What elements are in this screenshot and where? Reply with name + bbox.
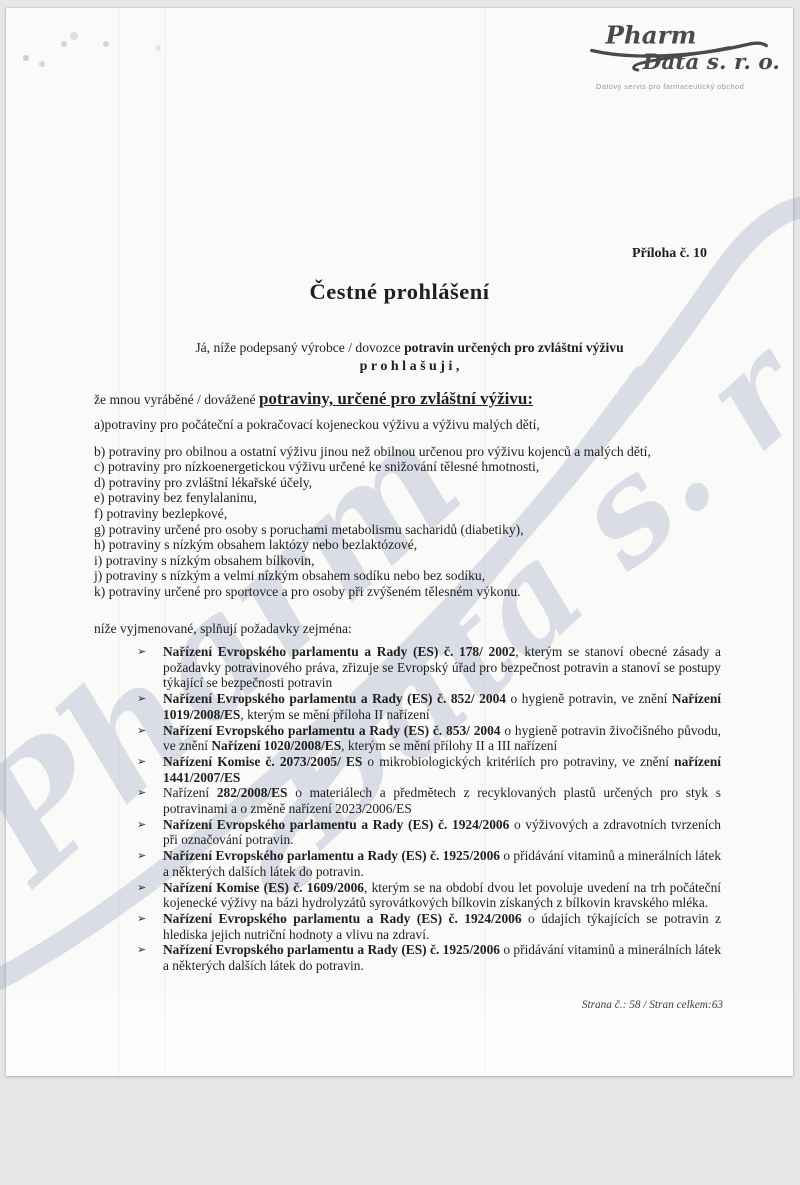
regulation-item bbox=[137, 785, 721, 816]
regulation-text: Nařízení Evropského parlamentu a Rady (ES) č. 1925/2006 o přidávání vitaminů a minerálních látek a některých dalších látek do potravin. bbox=[163, 942, 722, 974]
bullet-arrow-icon: ➢ bbox=[137, 692, 147, 706]
regulation-text: Nařízení Komise č. 2073/2005/ ES o mikrobiologických kritériích pro potraviny, ve znění nařízení 1441/2007/ES bbox=[163, 753, 721, 785]
bullet-arrow-icon: ➢ bbox=[137, 817, 147, 831]
food-list-item: f) potraviny bezlepkové, bbox=[94, 505, 228, 521]
bullet-arrow-icon: ➢ bbox=[137, 754, 147, 768]
lead-sentence bbox=[94, 389, 723, 409]
regulation-text: Nařízení Evropského parlamentu a Rady (ES) č. 853/ 2004 o hygieně potravin živočišného původu, ve znění Nařízení 1020/2008/ES, kterým se mění přílohy II a III nařízení bbox=[163, 722, 721, 754]
regulation-item bbox=[137, 691, 721, 722]
bullet-arrow-icon: ➢ bbox=[137, 645, 147, 658]
food-list-item: a)potraviny pro počáteční a pokračovací kojeneckou výživu a výživu malých dětí, bbox=[94, 417, 540, 432]
bullet-arrow-icon: ➢ bbox=[137, 849, 147, 863]
annex-label: Příloha č. 10 bbox=[631, 246, 707, 261]
regulation-text: Nařízení Komise (ES) č. 1609/2006, kterým se na období dvou let povoluje uvedení na trh počáteční kojenecké výživy na bázi hydrolyzátů syrovátkových bílkovin získaných z bílkovin kravského mléka. bbox=[163, 879, 721, 911]
bullet-arrow-icon: ➢ bbox=[137, 786, 147, 800]
pharmdata-logo bbox=[582, 20, 778, 91]
regulation-item bbox=[137, 848, 721, 879]
regulation-item bbox=[137, 942, 721, 973]
bullet-arrow-icon: ➢ bbox=[137, 723, 147, 737]
page-title: Čestné prohlášení bbox=[309, 279, 490, 304]
regulation-item bbox=[137, 880, 721, 911]
food-list-item: i) potraviny s nízkým obsahem bílkovin, bbox=[94, 552, 315, 568]
food-list-item: k) potraviny určené pro sportovce a pro osoby při zvýšeném tělesném výkonu. bbox=[94, 583, 521, 599]
food-list-item: c) potraviny pro nízkoenergetickou výživu určené ke snižování tělesné hmotnosti, bbox=[94, 459, 540, 475]
page-number-footer: Strana č.: 58 / Stran celkem:63 bbox=[581, 999, 723, 1011]
intro-line bbox=[96, 339, 723, 356]
intro-paragraph bbox=[96, 339, 723, 375]
regulation-text: Nařízení Evropského parlamentu a Rady (ES) č. 1924/2006 o údajích týkajících se potravin z hlediska jejich nutriční hodnoty a vlivu na zdraví. bbox=[163, 910, 721, 942]
food-list-item: e) potraviny bez fenylalaninu, bbox=[94, 490, 258, 506]
logo-tagline: Datový servis pro farmaceutický obchod bbox=[596, 82, 745, 91]
pharmdata-logo-icon bbox=[582, 20, 778, 81]
bullet-arrow-icon: ➢ bbox=[137, 911, 147, 925]
regulation-item bbox=[137, 817, 721, 848]
regulation-text: Nařízení Evropského parlamentu a Rady (ES) č. 178/ 2002, kterým se stanoví obecné zásady a požadavky potravinového práva, zřizuje se Evropský úřad pro bezpečnost potravin a stanoví se postupy týkající se bezpečnosti potravin bbox=[163, 644, 721, 691]
food-list-item: h) potraviny s nízkým obsahem laktózy nebo bezlaktózové, bbox=[94, 537, 418, 553]
food-list-item: b) potraviny pro obilnou a ostatní výživu jinou než obilnou určenou pro výživu kojenců a malých dětí, bbox=[94, 443, 651, 459]
regulation-item bbox=[137, 644, 721, 691]
food-list-item: g) potraviny určené pro osoby s poruchami metabolismu sacharidů (diabetiky), bbox=[94, 521, 524, 537]
food-list bbox=[94, 417, 727, 600]
requirements-intro: níže vyjmenované, splňují požadavky zejména: bbox=[94, 621, 352, 636]
regulation-item bbox=[137, 911, 721, 942]
regulations-list bbox=[137, 644, 721, 974]
regulation-item bbox=[137, 723, 721, 754]
bullet-arrow-icon: ➢ bbox=[137, 943, 147, 957]
intro-bold-text: potravin určených pro zvláštní výživu bbox=[404, 340, 624, 355]
food-list-item: d) potraviny pro zvláštní lékařské účely, bbox=[94, 474, 313, 490]
scan-speck-marks bbox=[6, 8, 10, 12]
lead-underlined-heading: potraviny, určené pro zvláštní výživu: bbox=[258, 389, 533, 408]
intro-normal-text: Já, níže podepsaný výrobce / dovozce bbox=[195, 340, 405, 355]
regulation-item bbox=[137, 754, 721, 785]
regulation-text: Nařízení Evropského parlamentu a Rady (ES) č. 1924/2006 o výživových a zdravotních tvrzeních při označování potravin. bbox=[163, 816, 722, 848]
regulation-text: Nařízení Evropského parlamentu a Rady (ES) č. 1925/2006 o přidávání vitaminů a minerálních látek a některých dalších látek do potravin. bbox=[163, 848, 722, 879]
declaration-word: p r o h l a š u j i , bbox=[359, 359, 460, 374]
regulation-text: Nařízení 282/2008/ES o materiálech a předmětech z recyklovaných plastů určených pro styk s potravinami a o změně nařízení 2023/2006/ES bbox=[163, 785, 721, 817]
scanned-page bbox=[6, 8, 793, 1076]
bullet-arrow-icon: ➢ bbox=[137, 880, 147, 894]
food-list-item: j) potraviny s nízkým a velmi nízkým obsahem sodíku nebo bez sodíku, bbox=[94, 568, 486, 584]
regulation-text: Nařízení Evropského parlamentu a Rady (ES) č. 852/ 2004 o hygieně potravin, ve znění Nařízení 1019/2008/ES, kterým se mění příloha II nařízení bbox=[163, 691, 721, 722]
lead-normal-text: že mnou vyráběné / dovážené bbox=[94, 392, 259, 407]
